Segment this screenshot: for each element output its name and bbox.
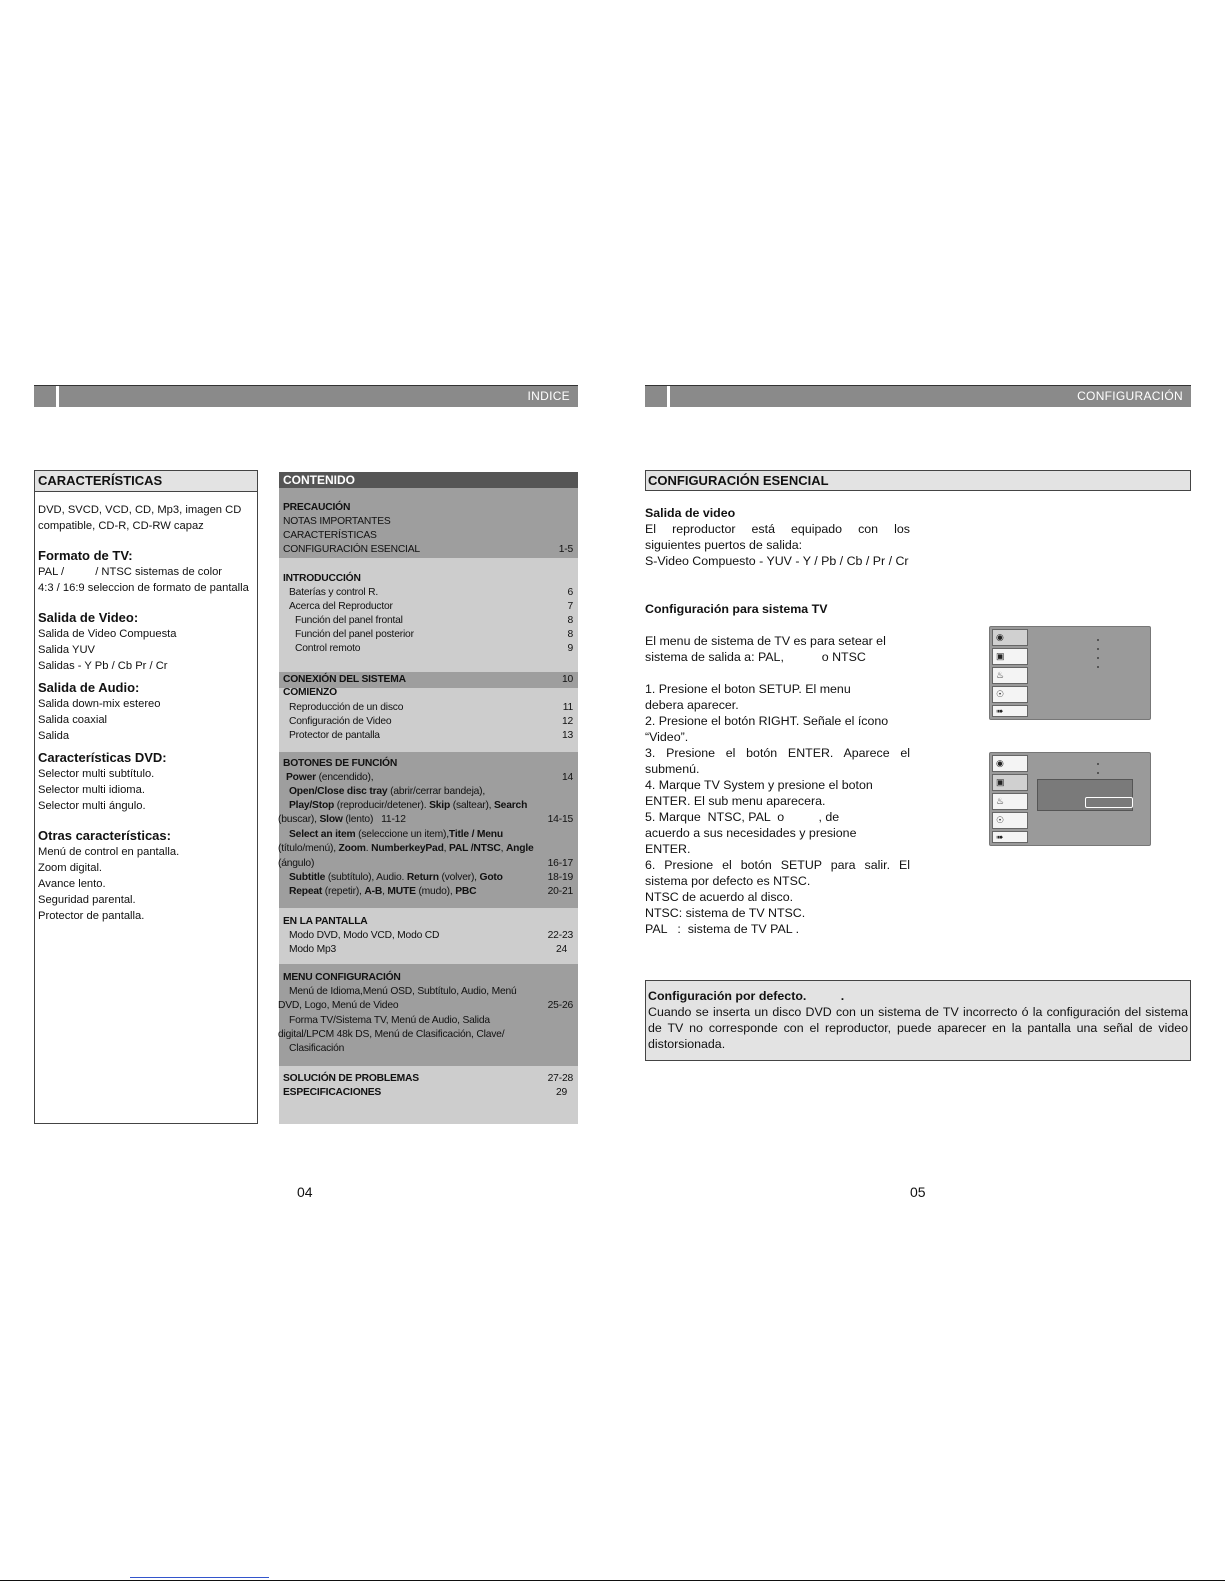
toc-text: (ángulo) xyxy=(278,858,315,869)
char-section-title: Características DVD: xyxy=(38,750,167,765)
osd-video-submenu xyxy=(989,752,1151,846)
toc-label: CONEXIÓN DEL SISTEMA xyxy=(283,674,406,685)
step-line: acuerdo a sus necesidades y presione xyxy=(645,826,857,840)
step-line: 2. Presione el botón RIGHT. Señale el ícono xyxy=(645,714,889,728)
char-line: Seguridad parental. xyxy=(38,894,136,906)
toc-bold: MUTE xyxy=(387,886,416,897)
osd-exit-icon: ➠ xyxy=(992,705,1028,717)
toc-label: Configuración de Video xyxy=(289,716,392,727)
toc-page: 16-17 xyxy=(547,858,573,869)
toc-angulo[interactable] xyxy=(278,857,577,871)
toc-comienzo[interactable]: COMIENZO xyxy=(283,687,337,698)
bottom-rule xyxy=(0,1580,1225,1581)
header-rule-right xyxy=(645,385,1191,386)
toc-page: 10 xyxy=(561,674,573,685)
osd-eye-icon: ◉ xyxy=(992,629,1028,646)
osd-video-icon: ▣ xyxy=(992,774,1028,791)
step-line: debera aparecer. xyxy=(645,698,739,712)
toc-page: 27-28 xyxy=(547,1073,573,1084)
char-line: Selector multi idioma. xyxy=(38,784,145,796)
toc-label: Función del panel frontal xyxy=(295,615,403,626)
toc-bold: A-B xyxy=(364,886,383,897)
toc-page: 6 xyxy=(567,587,573,598)
toc-buscar[interactable] xyxy=(278,813,577,827)
toc-bold: Power xyxy=(286,772,316,783)
characteristics-title: CARACTERÍSTICAS xyxy=(35,471,257,492)
toc-page: 24 xyxy=(555,944,567,955)
tv-system-title: Configuración para sistema TV xyxy=(645,602,828,616)
toc-bold: Search xyxy=(494,800,528,811)
toc-notas[interactable]: NOTAS IMPORTANTES xyxy=(283,516,391,527)
tv-line: El menu de sistema de TV es para setear el xyxy=(645,634,886,648)
toc-text: (volver), xyxy=(438,872,480,883)
toc-play[interactable] xyxy=(289,799,588,813)
char-line: Salidas - Y Pb / Cb Pr / Cr xyxy=(38,660,168,672)
char-line: Menú de control en pantalla. xyxy=(38,846,180,858)
toc-text: (encendido), xyxy=(315,772,374,783)
toc-precaucion[interactable]: PRECAUCIÓN xyxy=(283,502,351,513)
step-line: sistema por defecto es NTSC. xyxy=(645,874,811,888)
char-line: Salida down-mix estereo xyxy=(38,698,161,710)
toc-page: 14-15 xyxy=(547,814,573,825)
toc-text: (buscar), xyxy=(278,814,320,825)
toc-label: DVD, Logo, Menú de Video xyxy=(278,1000,399,1011)
toc-repeat[interactable] xyxy=(289,885,588,899)
toc-bold: Play/Stop xyxy=(289,800,335,811)
toc-text: (seleccione un item), xyxy=(355,829,449,840)
toc-bold: Title / Menu xyxy=(448,829,503,840)
char-intro-2: compatible, CD-R, CD-RW capaz xyxy=(38,520,204,532)
toc-text: (reproducir/detener). xyxy=(334,800,430,811)
toc-label: Función del panel posterior xyxy=(295,629,414,640)
osd-video-icon: ▣ xyxy=(992,648,1028,665)
toc-label: Modo Mp3 xyxy=(289,944,337,955)
osd-speaker-icon: ♨ xyxy=(992,793,1028,810)
step-line: 5. Marque NTSC, PAL o , de xyxy=(645,810,840,824)
toc-open[interactable] xyxy=(289,785,588,799)
toc-botones[interactable]: BOTONES DE FUNCIÓN xyxy=(283,758,398,769)
toc-label: ESPECIFICACIONES xyxy=(283,1087,382,1098)
toc-label: Modo DVD, Modo VCD, Modo CD xyxy=(289,930,440,941)
toc-page: 25-26 xyxy=(547,1000,573,1011)
step-line: 4. Marque TV System y presione el boton xyxy=(645,778,873,792)
contents-column xyxy=(279,472,578,1124)
toc-page: 13 xyxy=(561,730,573,741)
toc-text: (saltear), xyxy=(450,800,495,811)
toc-bold: Slow xyxy=(319,814,343,825)
step-line: 6. Presione el botón SETUP para salir. El xyxy=(645,858,910,872)
toc-bold: Repeat xyxy=(289,886,323,897)
osd-headphone-icon: ☉ xyxy=(992,686,1028,703)
header-bar-indice: INDICE xyxy=(59,386,578,407)
char-line: Salida de Video Compuesta xyxy=(38,628,177,640)
char-line: Protector de pantalla. xyxy=(38,910,145,922)
video-out-line: El reproductor está equipado con los xyxy=(645,522,910,536)
default-config-box xyxy=(645,980,1191,1061)
toc-reproduccion[interactable] xyxy=(289,701,588,715)
toc-baterias[interactable] xyxy=(289,586,588,600)
char-line: Avance lento. xyxy=(38,878,106,890)
osd-speaker-icon: ♨ xyxy=(992,667,1028,684)
osd-eye-icon: ◉ xyxy=(992,755,1028,772)
header-square-right xyxy=(645,386,667,407)
toc-bold: Angle xyxy=(505,843,534,854)
characteristics-body xyxy=(35,492,257,924)
toc-bold: Skip xyxy=(429,800,451,811)
char-line: 4:3 / 16:9 seleccion de formato de pantalla xyxy=(38,582,249,594)
toc-text: , xyxy=(443,843,449,854)
toc-page: 8 xyxy=(567,615,573,626)
toc-page: 18-19 xyxy=(547,872,573,883)
char-line: Salida YUV xyxy=(38,644,96,656)
bottom-link-underline xyxy=(130,1577,269,1578)
video-out-title: Salida de video xyxy=(645,506,736,520)
toc-conexion[interactable] xyxy=(283,673,582,687)
char-line: Salida coaxial xyxy=(38,714,108,726)
toc-bold: Subtitle xyxy=(289,872,326,883)
toc-protector[interactable] xyxy=(289,729,588,743)
toc-label: Reproducción de un disco xyxy=(289,702,404,713)
toc-acerca[interactable] xyxy=(289,600,588,614)
toc-caracteristicas[interactable]: CARACTERÍSTICAS xyxy=(283,530,377,541)
step-line: ENTER. El sub menu aparecera. xyxy=(645,794,826,808)
toc-page: 8 xyxy=(567,629,573,640)
toc-label: SOLUCIÓN DE PROBLEMAS xyxy=(283,1073,419,1084)
toc-page: 12 xyxy=(561,716,573,727)
char-intro-1: DVD, SVCD, VCD, CD, Mp3, imagen CD xyxy=(38,504,242,516)
toc-page: 9 xyxy=(567,643,573,654)
toc-bold: PBC xyxy=(455,886,477,897)
toc-page: 22-23 xyxy=(547,930,573,941)
toc-posterior[interactable] xyxy=(295,628,594,642)
toc-bold: Open/Close disc tray xyxy=(289,786,388,797)
header-square-left xyxy=(34,386,56,407)
char-line: Salida xyxy=(38,730,70,742)
toc-bold: Return xyxy=(406,872,439,883)
step-line: submenú. xyxy=(645,762,700,776)
toc-bold: NumberkeyPad xyxy=(371,843,444,854)
toc-text: . xyxy=(365,843,372,854)
toc-bold: PAL /NTSC xyxy=(449,843,501,854)
toc-select[interactable] xyxy=(289,828,588,842)
toc-modomp3[interactable] xyxy=(289,943,588,957)
header-bar-configuracion: CONFIGURACIÓN xyxy=(670,386,1191,407)
toc-config-esencial[interactable] xyxy=(283,543,582,557)
video-out-line: S-Video Compuesto - YUV - Y / Pb / Cb / Pr / Cr xyxy=(645,554,909,568)
toc-text: (abrir/cerrar bandeja), xyxy=(387,786,486,797)
toc-confvideo[interactable] xyxy=(289,715,588,729)
toc-text: (repetir), xyxy=(322,886,365,897)
toc-menu-5[interactable]: Clasificación xyxy=(289,1043,345,1054)
char-line: Zoom digital. xyxy=(38,862,103,874)
osd-headphone-icon: ☉ xyxy=(992,812,1028,829)
char-section-title: Otras características: xyxy=(38,828,171,843)
toc-menu-2[interactable] xyxy=(278,999,577,1013)
page-number-right: 05 xyxy=(910,1184,926,1200)
toc-menu-1[interactable]: Menú de Idioma,Menú OSD, Subtítulo, Audio, Menú xyxy=(289,986,517,997)
toc-text: (lento) 11-12 xyxy=(342,814,406,825)
toc-introduccion[interactable]: INTRODUCCIÓN xyxy=(283,573,361,584)
toc-subtitle[interactable] xyxy=(289,871,588,885)
characteristics-box xyxy=(34,470,258,1124)
step-line: “Video”. xyxy=(645,730,689,744)
toc-text: , xyxy=(382,886,388,897)
osd-selected-option xyxy=(1085,797,1133,808)
toc-especificaciones[interactable] xyxy=(283,1086,582,1100)
toc-bold: Zoom xyxy=(338,843,366,854)
default-title: Configuración por defecto. . xyxy=(648,989,845,1003)
note-line: PAL : sistema de TV PAL . xyxy=(645,922,800,936)
char-section-title: Salida de Video: xyxy=(38,610,139,625)
toc-page: 1-5 xyxy=(558,544,573,555)
osd-exit-icon: ➠ xyxy=(992,831,1028,843)
toc-power[interactable] xyxy=(286,771,585,785)
toc-page: 14 xyxy=(561,772,573,783)
note-line: NTSC: sistema de TV NTSC. xyxy=(645,906,806,920)
toc-text: (título/menú), xyxy=(278,843,339,854)
toc-label: CONFIGURACIÓN ESENCIAL xyxy=(283,544,420,555)
toc-label: Acerca del Reproductor xyxy=(289,601,393,612)
char-line: Selector multi subtítulo. xyxy=(38,768,155,780)
toc-page: 11 xyxy=(562,702,573,713)
toc-label: Baterías y control R. xyxy=(289,587,379,598)
toc-text: (mudo), xyxy=(415,886,456,897)
toc-bold: Goto xyxy=(479,872,503,883)
toc-mododvd[interactable] xyxy=(289,929,588,943)
osd-setup-menu xyxy=(989,626,1151,720)
video-out-line: siguientes puertos de salida: xyxy=(645,538,803,552)
step-line: 1. Presione el boton SETUP. El menu xyxy=(645,682,851,696)
toc-page: 29 xyxy=(555,1087,567,1098)
char-line: Selector multi ángulo. xyxy=(38,800,146,812)
section-title: CONFIGURACIÓN ESENCIAL xyxy=(645,470,1191,491)
toc-remoto[interactable] xyxy=(295,642,594,656)
toc-label: Protector de pantalla xyxy=(289,730,380,741)
toc-bold: Select an item xyxy=(289,829,356,840)
toc-menu-4[interactable]: digital/LPCM 48k DS, Menú de Clasificación, Clave/ xyxy=(278,1029,505,1040)
toc-page: 20-21 xyxy=(547,886,573,897)
page-number-left: 04 xyxy=(297,1184,313,1200)
char-section-title: Formato de TV: xyxy=(38,548,133,563)
toc-frontal[interactable] xyxy=(295,614,594,628)
toc-page: 7 xyxy=(567,601,573,612)
toc-text: , xyxy=(500,843,506,854)
default-body: Cuando se inserta un disco DVD con un sistema de TV incorrecto ó la configuración del sistema de TV no corresponde con el reproductor, puede aparecer en la pantalla una señal de video distorsionada. xyxy=(648,1005,1188,1051)
step-line: ENTER. xyxy=(645,842,691,856)
toc-pantalla[interactable]: EN LA PANTALLA xyxy=(283,916,368,927)
header-rule-left xyxy=(34,385,578,386)
char-line: PAL / / NTSC sistemas de color xyxy=(38,566,223,578)
contents-title: CONTENIDO xyxy=(279,472,578,488)
step-line: 3. Presione el botón ENTER. Aparece el xyxy=(645,746,910,760)
toc-titulo[interactable] xyxy=(278,842,577,856)
note-line: NTSC de acuerdo al disco. xyxy=(645,890,794,904)
toc-label: Control remoto xyxy=(295,643,361,654)
toc-menu[interactable]: MENU CONFIGURACIÓN xyxy=(283,972,401,983)
toc-solucion[interactable] xyxy=(283,1072,582,1086)
char-section-title: Salida de Audio: xyxy=(38,680,140,695)
toc-text: (subtítulo), Audio. xyxy=(325,872,407,883)
tv-line: sistema de salida a: PAL, o NTSC xyxy=(645,650,866,664)
toc-menu-3[interactable]: Forma TV/Sistema TV, Menú de Audio, Salida xyxy=(289,1015,490,1026)
